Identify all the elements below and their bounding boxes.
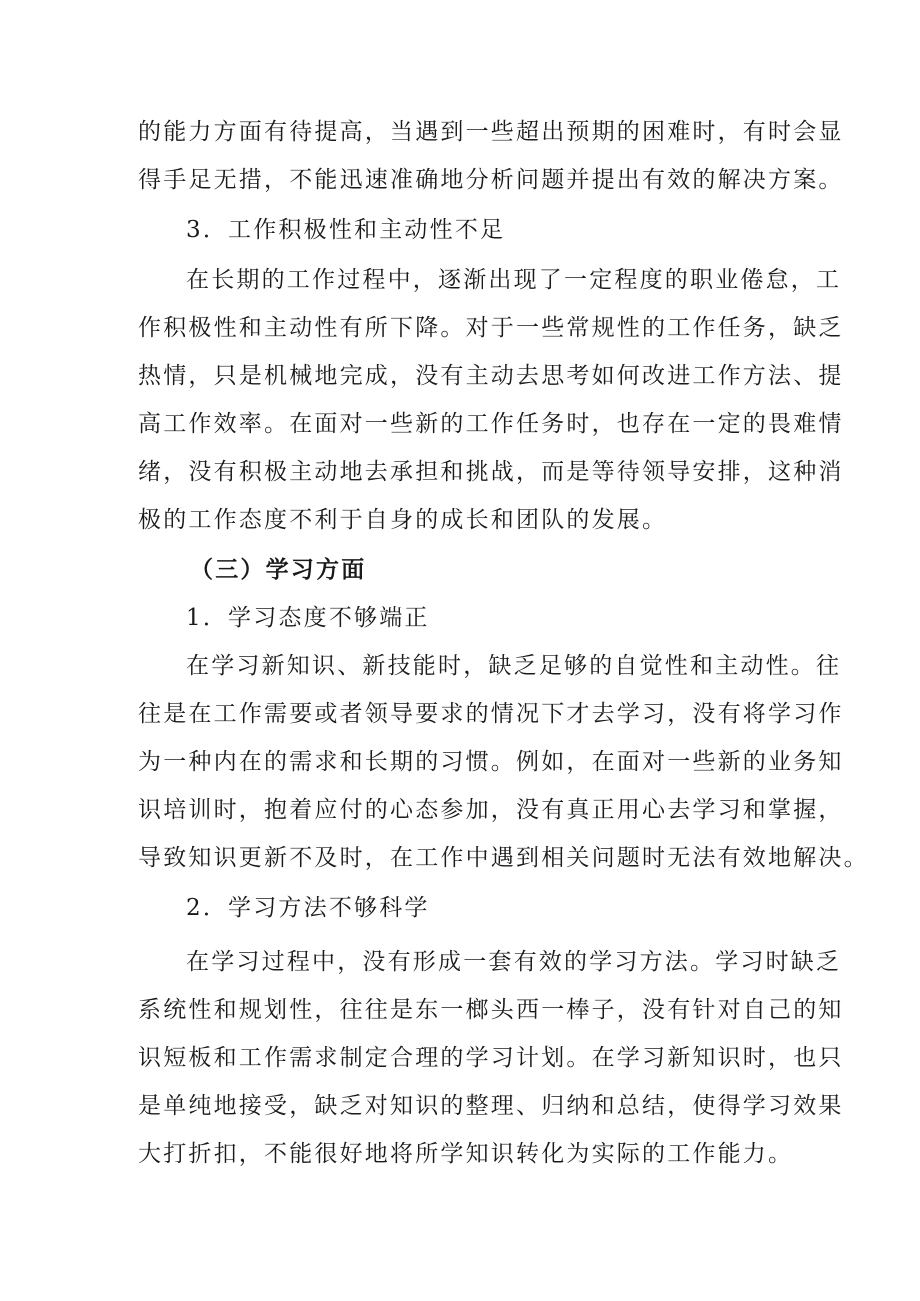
text-line: 在学习过程中，没有形成一套有效的学习方法。学习时缺乏 <box>186 949 842 975</box>
text-line: 的能力方面有待提高，当遇到一些超出预期的困难时，有时会显 <box>138 119 844 145</box>
text-line: 识培训时，抱着应付的心态参加，没有真正用心去学习和掌握， <box>138 797 844 823</box>
text-line: 在长期的工作过程中，逐渐出现了一定程度的职业倦怠，工 <box>186 267 842 293</box>
section-heading-study: （三）学习方面 <box>190 556 367 583</box>
subheading-study-method: 2．学习方法不够科学 <box>186 895 430 921</box>
text-line: 系统性和规划性，往往是东一榔头西一棒子，没有针对自己的知 <box>138 997 844 1023</box>
paragraph-ability <box>138 108 844 204</box>
text-line: 是单纯地接受，缺乏对知识的整理、归纳和总结，使得学习效果 <box>138 1093 844 1119</box>
paragraph-study-method <box>138 938 844 1178</box>
subheading-work-initiative: 3．工作积极性和主动性不足 <box>186 217 506 243</box>
text-line: 导致知识更新不及时，在工作中遇到相关问题时无法有效地解决。 <box>138 845 869 871</box>
text-line: 在学习新知识、新技能时，缺乏足够的自觉性和主动性。往 <box>186 653 842 679</box>
text-line: 识短板和工作需求制定合理的学习计划。在学习新知识时，也只 <box>138 1045 844 1071</box>
text-line: 极的工作态度不利于自身的成长和团队的发展。 <box>138 507 668 533</box>
text-line: 绪，没有积极主动地去承担和挑战，而是等待领导安排，这种消 <box>138 459 844 485</box>
document-body <box>138 108 869 1178</box>
text-line: 为一种内在的需求和长期的习惯。例如，在面对一些新的业务知 <box>138 749 844 775</box>
text-line: 高工作效率。在面对一些新的工作任务时，也存在一定的畏难情 <box>138 411 844 437</box>
text-line: 得手足无措，不能迅速准确地分析问题并提出有效的解决方案。 <box>138 167 844 193</box>
subheading-study-attitude: 1．学习态度不够端正 <box>186 605 430 631</box>
text-line: 热情，只是机械地完成，没有主动去思考如何改进工作方法、提 <box>138 363 844 389</box>
paragraph-study-attitude <box>138 642 869 882</box>
text-line: 作积极性和主动性有所下降。对于一些常规性的工作任务，缺乏 <box>138 315 844 341</box>
paragraph-work-initiative <box>138 256 844 544</box>
text-line: 大打折扣，不能很好地将所学知识转化为实际的工作能力。 <box>138 1141 794 1167</box>
text-line: 往是在工作需要或者领导要求的情况下才去学习，没有将学习作 <box>138 701 844 727</box>
